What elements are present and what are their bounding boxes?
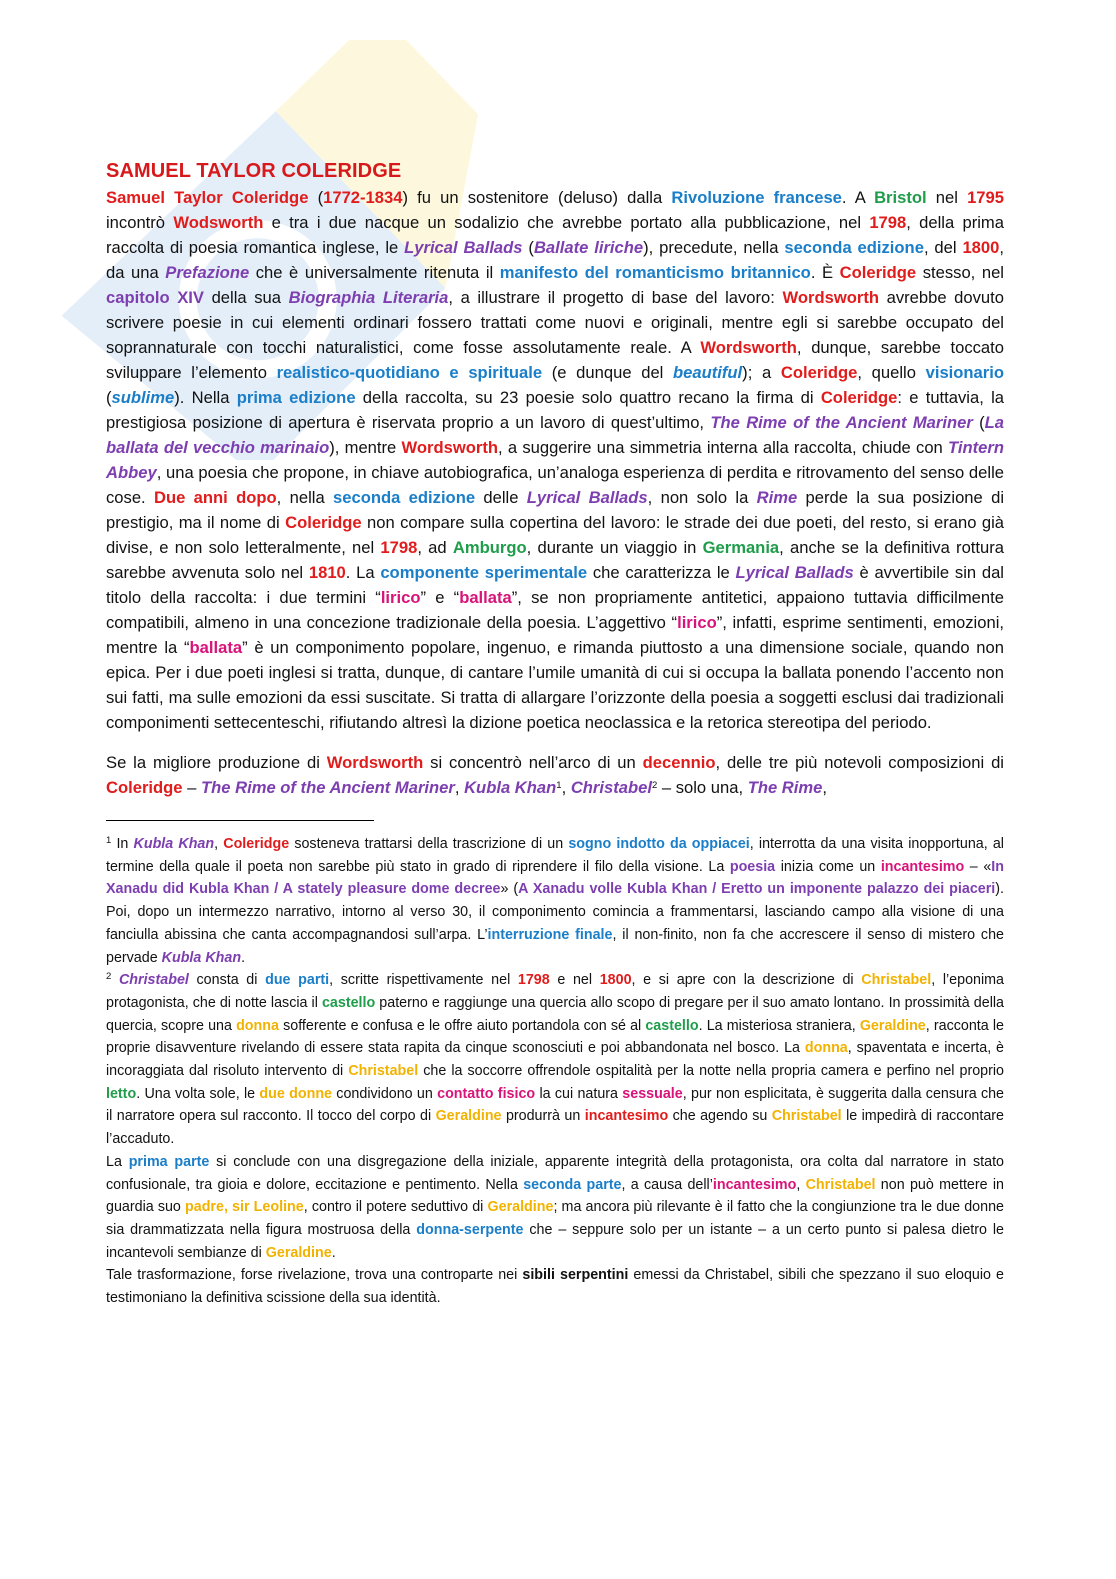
highlighted-term: Wodsworth: [173, 213, 264, 232]
text-run: ; ma ancora più rilevante è il fatto che la congiunzione tra le due donne sia drammatizzata nella figura mostruosa della: [106, 1199, 1004, 1238]
highlighted-term: Geraldine: [487, 1199, 554, 1216]
highlighted-term: Geraldine: [435, 1108, 502, 1125]
highlighted-term: due donne: [259, 1085, 333, 1102]
highlighted-term: donna: [236, 1017, 279, 1034]
text-run: ), mentre: [329, 438, 402, 457]
text-run: , anche se la definitiva rottura sarebbe avvenuta solo nel: [106, 538, 1005, 582]
text-run: , racconta le proprie disavventure rivelando di essere stata rapita da cinque sconosciuti e poi abbandonata nel bosco. La: [106, 1017, 1004, 1057]
highlighted-term: capitolo XIV: [106, 288, 204, 307]
text-run: (: [308, 188, 324, 207]
text-run: . A: [841, 188, 875, 207]
text-run: ). Nella: [174, 388, 237, 407]
highlighted-term: Coleridge: [106, 778, 183, 797]
highlighted-term: donna-serpente: [416, 1221, 524, 1238]
text-run: sosteneva trattarsi della trascrizione di un: [289, 836, 569, 852]
text-run: sofferente e confusa e le offre aiuto portandola con sé al: [278, 1017, 646, 1034]
highlighted-term: 1800: [599, 972, 632, 989]
highlighted-term: A Xanadu volle Kubla Khan / Eretto un imponente palazzo dei piaceri: [518, 881, 996, 898]
highlighted-term: Kubla Khan: [133, 836, 215, 852]
footnote-marker: 2: [106, 971, 112, 983]
highlighted-term: Wordsworth: [401, 438, 499, 457]
text-run: delle: [475, 488, 527, 507]
footnotes: [106, 833, 1004, 1310]
text-run: Tale trasformazione, forse rivelazione, trova una controparte nei: [106, 1267, 523, 1284]
highlighted-term: letto: [106, 1085, 137, 1102]
highlighted-term: Wordsworth: [700, 338, 797, 357]
highlighted-term: Coleridge: [820, 388, 898, 407]
text-run: ,: [796, 1176, 806, 1193]
text-run: , quello: [857, 363, 926, 382]
highlighted-term: 1810: [308, 563, 346, 582]
text-run: , della prima raccolta di poesia romantica inglese, le: [106, 213, 1004, 257]
highlighted-term: Tintern Abbey: [106, 438, 1004, 482]
highlighted-term: Wordsworth: [326, 753, 424, 772]
highlighted-term: 1798: [380, 538, 418, 557]
text-run: . Una volta sole, le: [136, 1085, 260, 1102]
text-run: ” è un componimento popolare, ingenuo, e rimanda piuttosto a una dimensione sociale, quando non epica. Per i due poeti inglesi si tratta, dunque, di cantare l’umile umanità di cui si occupa la ballata ponendo l’accento non sui fatti, ma sulle emozioni da essi suscitate. Si tratta di allargare l’orizzonte della poesia a soggetti esclusi dai tradizionali componimenti settecenteschi, rifiutando altresì la dizione poetica neoclassica e la retorica stereotipa del periodo.: [106, 638, 1004, 732]
highlighted-term: Coleridge: [223, 836, 290, 852]
highlighted-term: In Xanadu did Kubla Khan / A stately pleasure dome decree: [106, 858, 1004, 898]
highlighted-term: contatto fisico: [437, 1085, 536, 1102]
highlighted-term: seconda edizione: [333, 488, 476, 507]
highlighted-term: Lyrical Ballads: [404, 238, 523, 257]
highlighted-term: Biographia Literaria: [288, 288, 449, 307]
highlighted-term: castello: [321, 994, 376, 1011]
text-run: della raccolta, su 23 poesie solo quattro recano la firma di: [355, 388, 821, 407]
highlighted-term: 1798: [517, 972, 550, 989]
text-run: . È: [810, 263, 840, 282]
highlighted-term: ballata: [189, 638, 243, 657]
text-run: , il non-finito, non fa che accrescere il senso di mistero che pervade: [106, 926, 1004, 966]
text-run: , contro il potere seduttivo di: [303, 1199, 488, 1216]
footnote: [106, 1151, 1004, 1265]
text-run: (: [972, 413, 985, 432]
text-run: , spaventata e incerta, è incoraggiata dal risoluto intervento di: [106, 1040, 1004, 1080]
text-run: ”, infatti, esprime sentimenti, emozioni, mentre la “: [106, 613, 1004, 657]
highlighted-term: Bristol: [874, 188, 927, 207]
highlighted-term: seconda parte: [523, 1176, 622, 1193]
text-run: ,: [214, 836, 224, 852]
text-run: non può mettere in guardia suo: [106, 1176, 1004, 1216]
highlighted-term: beautiful: [673, 363, 743, 382]
footnote-marker: 1: [106, 835, 112, 846]
text-run: ”, se non propriamente antitetici, appaiono tuttavia difficilmente compatibili, almeno in una concezione tradizionale della poesia. L’aggettivo “: [106, 588, 1004, 632]
text-run: e tra i due nacque un sodalizio che avrebbe portato alla pubblicazione, nel: [263, 213, 870, 232]
text-run: stesso, nel: [916, 263, 1004, 282]
highlighted-term: Prefazione: [165, 263, 250, 282]
text-run: , una poesia che propone, in chiave autobiografica, un’analoga esperienza di perdita e ritrovamento del senso delle cose.: [106, 463, 1004, 507]
highlighted-term: 1772-1834: [323, 188, 403, 207]
footnote: [106, 969, 1004, 1151]
highlighted-term: decennio: [642, 753, 716, 772]
text-run: ), precedute, nella: [643, 238, 785, 257]
highlighted-term: sublime: [111, 388, 175, 407]
highlighted-term: ballata: [459, 588, 512, 607]
text-run: » (: [500, 881, 519, 898]
highlighted-term: padre, sir Leoline: [185, 1199, 304, 1216]
highlighted-term: 1798: [869, 213, 907, 232]
highlighted-term: componente sperimentale: [380, 563, 588, 582]
text-run: (: [106, 388, 112, 407]
highlighted-term: poesia: [729, 858, 776, 875]
highlighted-term: incantesimo: [584, 1108, 669, 1125]
text-run: .: [331, 1244, 336, 1261]
footnote-marker: 1: [556, 780, 562, 791]
text-run: produrrà un: [501, 1108, 585, 1125]
highlighted-term: Wordsworth: [782, 288, 879, 307]
highlighted-term: The Rime: [747, 778, 823, 797]
text-run: ,: [561, 778, 571, 797]
text-run: .: [241, 949, 246, 966]
text-run: Se la migliore produzione di: [106, 753, 327, 772]
highlighted-term: Rivoluzione francese: [671, 188, 842, 207]
highlighted-term: incantesimo: [880, 858, 965, 875]
highlighted-term: interruzione finale: [487, 926, 613, 943]
text-run: , interrotta da una visita inopportuna, al termine della quale il poeta non sarebbe più stato in grado di riprendere il filo della visione. La: [106, 836, 1004, 875]
highlighted-term: Ballate liriche: [533, 238, 644, 257]
highlighted-term: prima edizione: [236, 388, 356, 407]
footnote: [106, 1264, 1004, 1309]
text-run: . La misteriosa straniera,: [698, 1017, 860, 1034]
highlighted-term: Christabel: [805, 1176, 876, 1193]
text-run: , non solo la: [647, 488, 757, 507]
highlighted-term: Christabel: [118, 972, 189, 989]
text-run: e nel: [549, 972, 600, 989]
text-run: della sua: [203, 288, 289, 307]
main-text: [106, 185, 1004, 800]
highlighted-term: The Rime of the Ancient Mariner: [710, 413, 973, 432]
highlighted-term: 1795: [967, 188, 1004, 207]
highlighted-term: lirico: [380, 588, 421, 607]
text-run: la cui natura: [535, 1085, 623, 1102]
text-run: che la soccorre offrendole ospitalità per la notte nella propria camera e perfino nel proprio: [418, 1063, 1004, 1080]
highlighted-term: Christabel: [771, 1108, 842, 1125]
highlighted-term: Amburgo: [452, 538, 527, 557]
highlighted-term: The Rime of the Ancient Mariner: [200, 778, 455, 797]
highlighted-term: Kubla Khan: [464, 778, 557, 797]
highlighted-term: due parti: [265, 972, 330, 989]
highlighted-term: prima parte: [128, 1153, 210, 1170]
text-run: che agendo su: [668, 1108, 772, 1125]
text-run: , delle tre più notevoli composizioni di: [715, 753, 1004, 772]
text-run: ,: [454, 778, 465, 797]
paragraph: [106, 185, 1004, 735]
text-run: (: [522, 238, 534, 257]
text-run: ,: [822, 778, 828, 797]
text-run: , e si apre con la descrizione di: [631, 972, 862, 989]
highlighted-term: 1800: [962, 238, 1000, 257]
text-run: , pur non esplicitata, è suggerita dalla censura che il narratore opera sul racconto. Il tocco del corpo di: [106, 1085, 1005, 1125]
highlighted-term: sogno indotto da oppiacei: [568, 836, 750, 852]
text-run: che è universalmente ritenuta il: [249, 263, 500, 282]
text-run: ) fu un sostenitore (deluso) dalla: [402, 188, 672, 207]
text-run: – «: [964, 858, 992, 875]
text-run: . La: [345, 563, 381, 582]
text-run: si concentrò nell’arco di un: [423, 753, 643, 772]
text-run: avrebbe dovuto scrivere poesie in cui elementi ordinari fossero trattati come nuovi e originali, mentre egli si sarebbe occupato del soprannaturale con tocchi naturalistici, come fosse assolutamente reale. A: [106, 288, 1004, 357]
text-run: emessi da Christabel, sibili che spezzano il suo eloquio e testimoniano la definitiva scissione della sua identità.: [106, 1267, 1004, 1307]
text-run: , del: [923, 238, 963, 257]
text-run: ); a: [742, 363, 781, 382]
highlighted-term: Germania: [702, 538, 780, 557]
page-title: SAMUEL TAYLOR COLERIDGE: [106, 160, 402, 182]
highlighted-term: Coleridge: [780, 363, 858, 382]
highlighted-term: Geraldine: [265, 1244, 332, 1261]
text-run: [111, 972, 119, 988]
text-run: , ad: [417, 538, 453, 557]
text-run: è avvertibile sin dal titolo della raccolta: i due termini “: [106, 563, 1004, 607]
text-run: incontrò: [106, 213, 174, 232]
text-run: , nella: [276, 488, 334, 507]
highlighted-term: visionario: [925, 363, 1004, 382]
highlighted-term: incantesimo: [712, 1176, 797, 1193]
text-run: perde la sua posizione di prestigio, ma il nome di: [106, 488, 1005, 532]
highlighted-term: Samuel Taylor Coleridge: [106, 188, 309, 207]
document-page: [106, 158, 1004, 1310]
highlighted-term: Due anni dopo: [154, 488, 277, 507]
text-run: , a illustrare il progetto di base del lavoro:: [448, 288, 783, 307]
text-run: che – seppure solo per un istante – a un certo punto si palesa dietro le incantevoli sembianze di: [106, 1221, 1004, 1261]
text-run: –: [182, 778, 201, 797]
text-run: , durante un viaggio in: [526, 538, 703, 557]
paragraph: [106, 750, 1004, 800]
highlighted-term: Kubla Khan: [161, 949, 242, 966]
text-run: le impedirà di raccontare l’accaduto.: [106, 1108, 1004, 1148]
highlighted-term: Coleridge: [839, 263, 917, 282]
text-run: , dunque, sarebbe toccato sviluppare l’elemento: [106, 338, 1004, 382]
highlighted-term: Christabel: [570, 778, 652, 797]
footnote-separator: [106, 820, 374, 821]
highlighted-term: castello: [645, 1017, 699, 1034]
highlighted-term: Christabel: [348, 1063, 419, 1080]
text-run: inizia come un: [775, 858, 881, 875]
text-run: : e tuttavia, la prestigiosa posizione di apertura è riservata proprio a un lavoro di quest’ultimo,: [106, 388, 1004, 432]
text-run: , da una: [106, 238, 1004, 282]
text-run: paterno e raggiunge una quercia allo scopo di pregare per il suo amato lontano. In prossimità della quercia, scopre una: [106, 994, 1005, 1034]
highlighted-term: Christabel: [861, 972, 932, 989]
highlighted-term: sibili serpentini: [522, 1267, 629, 1284]
text-run: non compare sulla copertina del lavoro: le strade dei due poeti, del resto, si erano già divise, e non solo letteralmente, nel: [106, 513, 1004, 557]
highlighted-term: Lyrical Ballads: [526, 488, 648, 507]
highlighted-term: donna: [804, 1040, 848, 1057]
highlighted-term: lirico: [677, 613, 717, 632]
highlighted-term: realistico-quotidiano e spirituale: [276, 363, 543, 382]
text-run: La: [106, 1153, 129, 1170]
text-run: ” e “: [420, 588, 460, 607]
text-run: consta di: [188, 972, 266, 989]
text-run: , a suggerire una simmetria interna alla raccolta, chiude con: [498, 438, 949, 457]
highlighted-term: sessuale: [622, 1085, 683, 1102]
highlighted-term: La ballata del vecchio marinaio: [106, 413, 1005, 457]
highlighted-term: Coleridge: [285, 513, 362, 532]
text-run: , l’eponima protagonista, che di notte lascia il: [106, 972, 1005, 1011]
text-run: condividono un: [332, 1085, 438, 1102]
highlighted-term: Geraldine: [859, 1017, 926, 1034]
text-run: nel: [926, 188, 968, 207]
footnote: [106, 833, 1004, 969]
highlighted-term: Rime: [756, 488, 798, 507]
text-run: (e dunque del: [542, 363, 674, 382]
text-run: – solo una,: [657, 778, 748, 797]
highlighted-term: Lyrical Ballads: [735, 563, 854, 582]
text-run: In: [111, 836, 134, 852]
highlighted-term: seconda edizione: [784, 238, 924, 257]
text-run: che caratterizza le: [587, 563, 736, 582]
text-run: , scritte rispettivamente nel: [329, 972, 518, 989]
highlighted-term: manifesto del romanticismo britannico: [499, 263, 811, 282]
text-run: si conclude con una disgregazione della iniziale, apparente integrità della protagonista, ora colta dal narratore in stato confusionale, tra gioia e dolore, eccitazione e pentimento. Nella: [106, 1153, 1005, 1193]
text-run: , a causa dell’: [621, 1176, 713, 1193]
text-run: ). Poi, dopo un intermezzo narrativo, intorno al verso 30, il componimento comincia a frammentarsi, lasciando campo alla visione di una fanciulla abissina che canta accompagnandosi sull’arpa. L’: [106, 881, 1005, 943]
footnote-marker: 2: [651, 780, 658, 791]
